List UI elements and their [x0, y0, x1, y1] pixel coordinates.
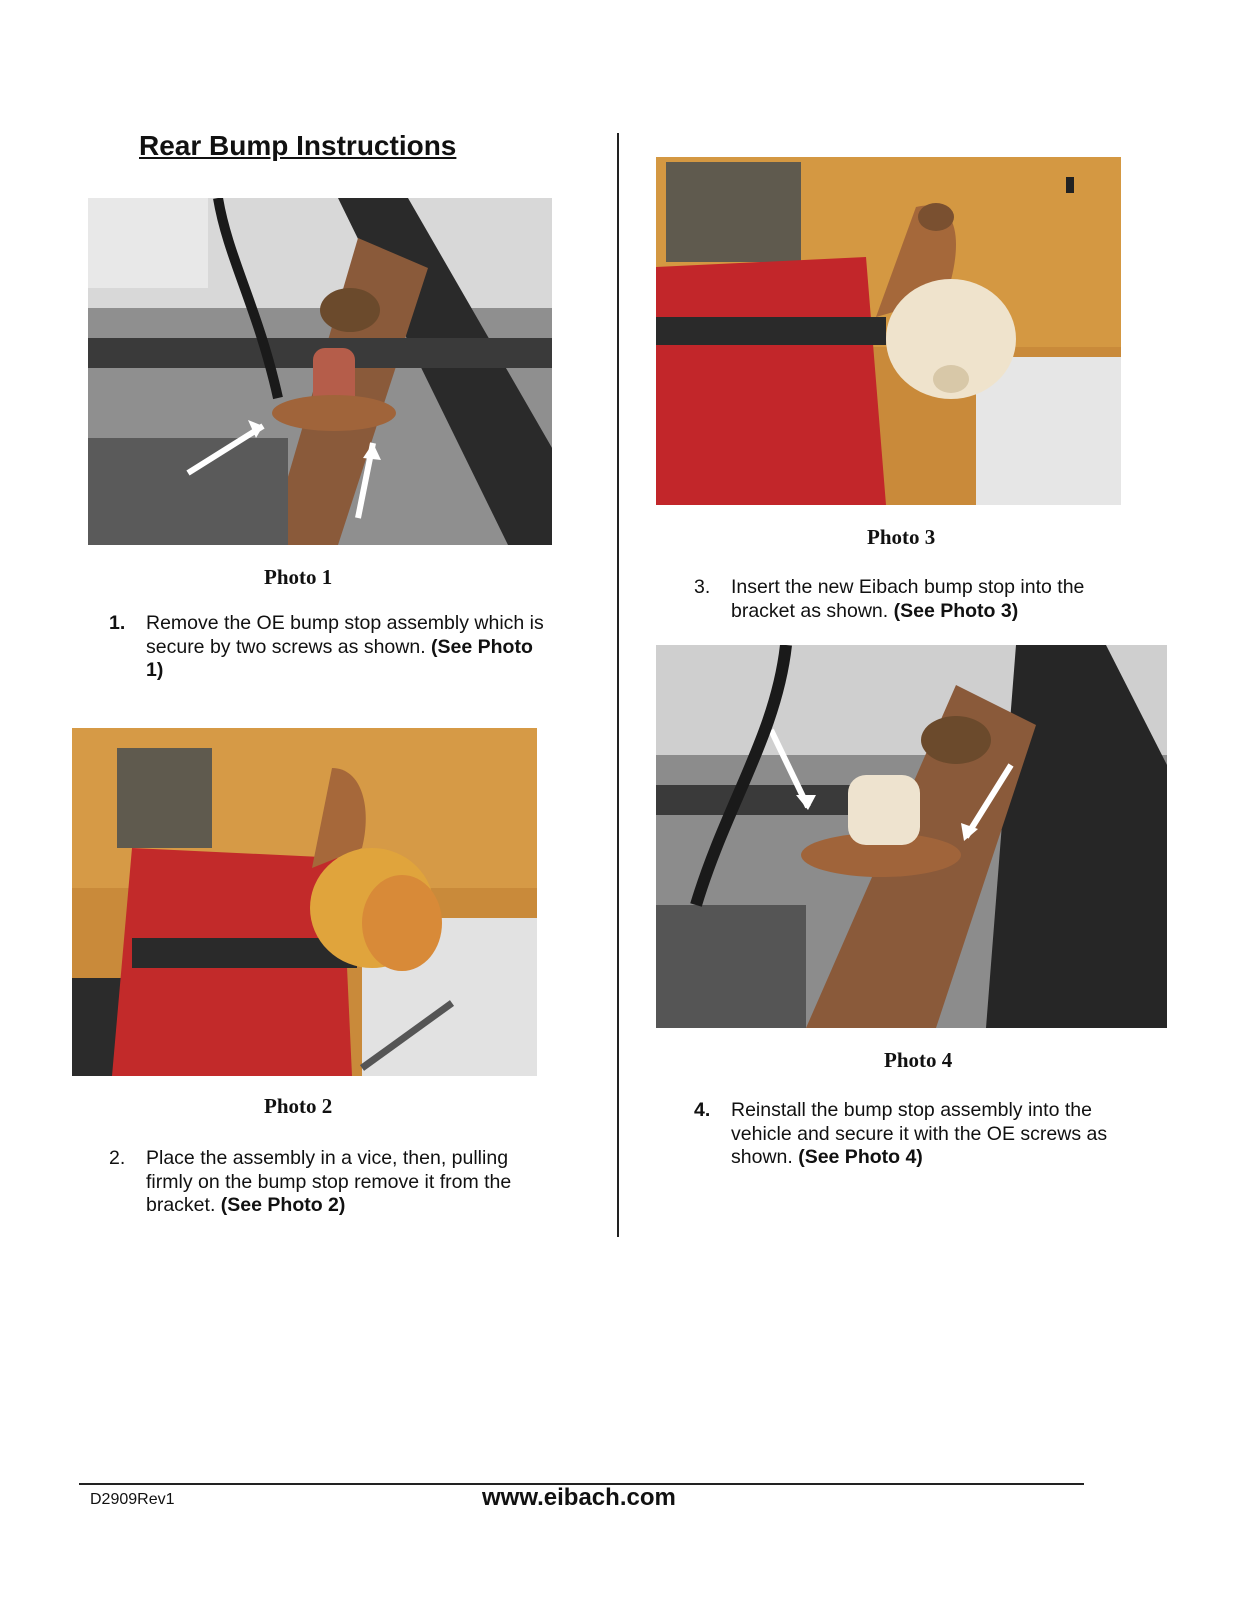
step-3: [694, 576, 1134, 624]
step-4-number: 4.: [694, 1099, 711, 1121]
step-3-text: Insert the new Eibach bump stop into the bracket as shown. (See Photo 3): [731, 576, 1085, 622]
step-2-ref: (See Photo 2): [220, 1194, 346, 1216]
photo-4-image: [656, 645, 1167, 1028]
photo-3-image: [656, 157, 1121, 505]
page-title: Rear Bump Instructions: [139, 130, 457, 161]
step-3-ref: (See Photo 3): [893, 599, 1019, 622]
step-2-number: 2.: [109, 1147, 126, 1169]
step-1: [109, 612, 549, 684]
step-1-ref: (See Photo 1): [146, 635, 533, 681]
step-3-number: 3.: [694, 576, 711, 598]
document-id: D2909Rev1: [90, 1491, 175, 1508]
photo-1-caption: Photo 1: [264, 565, 333, 589]
step-1-number: 1.: [109, 612, 126, 634]
photo-3-caption: Photo 3: [867, 525, 936, 549]
step-1-text: Remove the OE bump stop assembly which is secure by two screws as shown. (See Photo 1): [146, 612, 544, 681]
photo-1-image: [88, 198, 552, 545]
step-2: [109, 1147, 549, 1219]
step-4-text: Reinstall the bump stop assembly into the vehicle and secure it with the OE screws as shown. (See Photo 4): [731, 1099, 1108, 1168]
website-link[interactable]: www.eibach.com: [482, 1484, 676, 1511]
step-4-ref: (See Photo 4): [798, 1146, 923, 1168]
step-4: [694, 1099, 1144, 1171]
photo-2-caption: Photo 2: [264, 1094, 333, 1118]
column-divider: [617, 133, 619, 1237]
photo-2-image: [72, 728, 537, 1076]
photo-4-caption: Photo 4: [884, 1048, 953, 1072]
step-2-text: Place the assembly in a vice, then, pulling firmly on the bump stop remove it from the bracket. (See Photo 2): [146, 1147, 512, 1216]
